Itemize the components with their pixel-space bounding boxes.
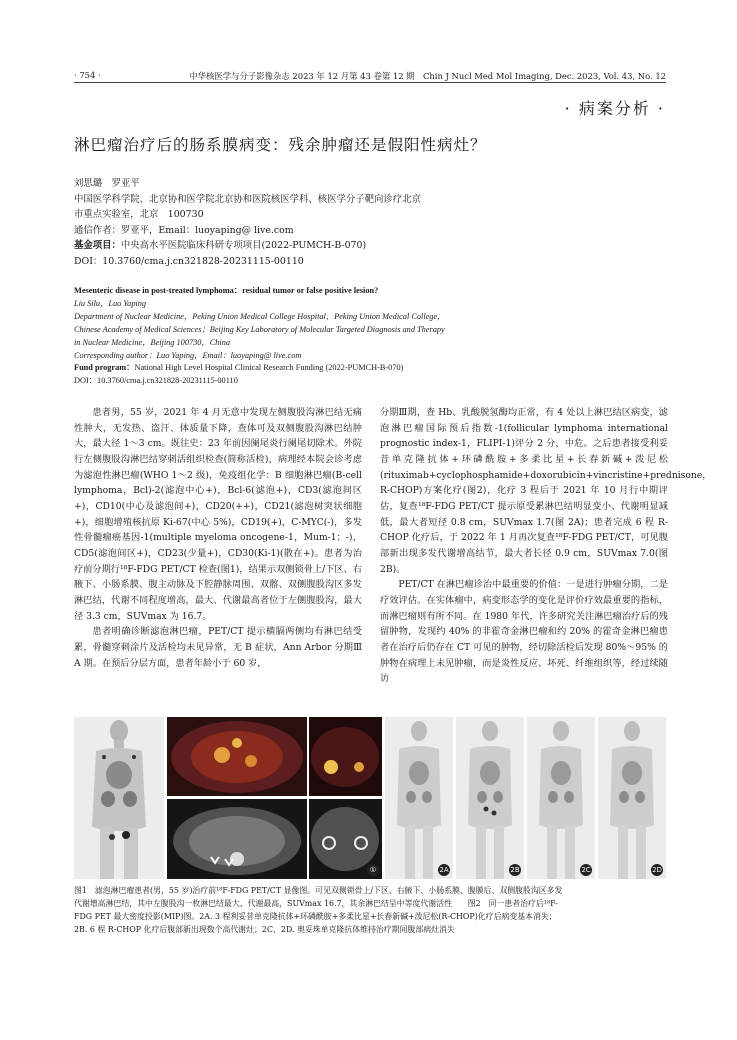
paragraph-treatment: 分期Ⅲ期，查 Hb、乳酸脱氢酶均正常，有 4 处以上淋巴结区病变，滤泡淋巴瘤国际预后指数-1(follicular lymphoma international prognostic index-1，FLIPI-1)评分 2 分，中危。之后患者接受利妥昔单克隆抗体+环磷酰胺+多柔比星+长春新碱+泼尼松(rituximab+cyclophosphamide+doxorubicin+vincristine+prednisone，R-CHOP)方案化疗(图2)，化疗 3 程后于 2021 年 10 月行中期评估，复查¹⁸F-FDG PET/CT 提示原受累淋巴结明显变小、代谢明显减低，最大者短径 0.8 cm，SUVmax 1.7(图 2A)；患者完成 6 程 R-CHOP 化疗后，于 2022 年 1 月再次复查¹⁸F-FDG PET/CT，可见腹部新出现多发代谢增高结节，最大者长径 0.9 cm，SUVmax 7.0(图 2B)。 <box>380 407 712 575</box>
fund-text: 中央高水平医院临床科研专项项目(2022-PUMCH-B-070) <box>120 240 367 252</box>
english-corresponding: Corresponding author：Luo Yaping，Email：luoyaping@ live.com <box>74 350 302 360</box>
english-fund-line <box>74 362 674 375</box>
fig1-mip-image <box>74 717 164 879</box>
authors: 刘思璐 罗亚平 <box>74 178 140 189</box>
english-fund-label: Fund program： <box>74 363 135 373</box>
fig1-pet-ct-fusion-image <box>167 717 307 796</box>
english-affiliation-1: Department of Nuclear Medicine，Peking Union Medical College Hospital，Peking Union Medical College， <box>74 311 446 321</box>
fig2b-label: 2B <box>510 866 520 874</box>
fig1-label: ① <box>367 864 379 876</box>
fig1-pet-ct-pelvis-image <box>309 717 382 796</box>
affiliation-line-1: 中国医学科学院、北京协和医学院北京协和医院核医学科、核医学分子靶向诊疗北京 <box>74 193 421 205</box>
fund-label: 基金项目： <box>74 240 121 252</box>
page-number: · 754 · <box>74 70 101 80</box>
fig2c-mip-image <box>527 717 595 879</box>
corresponding-author: 通信作者：罗亚平，Email：luoyaping@ live.com <box>74 224 294 236</box>
english-doi: DOI：10.3760/cma.j.cn321828-20231115-00110 <box>74 376 238 386</box>
english-affiliation-2: Chinese Academy of Medical Sciences；Beijing Key Laboratory of Molecular Targeted Diagnosis and Therapy <box>74 324 445 334</box>
fund-line <box>74 238 674 254</box>
english-metadata <box>74 285 674 388</box>
figure-caption <box>74 884 666 936</box>
fig2d-label: 2D <box>652 866 662 874</box>
article-title: 淋巴瘤治疗后的肠系膜病变：残余肿瘤还是假阳性病灶？ <box>74 136 487 154</box>
english-affiliation-3: in Nuclear Medicine，Beijing 100730，China <box>74 337 231 347</box>
fig1-ct-pelvis-image <box>309 799 382 879</box>
body-column-left <box>74 405 362 671</box>
fig2d-mip-image <box>598 717 666 879</box>
caption-line-2: 代谢增高淋巴结，其中左腹股沟一枚淋巴结最大、代谢最高，SUVmax 16.7，其余淋巴结呈中等度代谢活性 图2 同一患者治疗后¹⁸F- <box>74 899 558 908</box>
caption-line-4: 2B. 6 程 R-CHOP 化疗后腹部新出现数个高代谢灶；2C、2D. 奥妥珠单克隆抗体维持治疗期间腹部病灶消失 <box>74 925 455 934</box>
fig2a-mip-image <box>385 717 453 879</box>
caption-line-1: 图1 滤泡淋巴瘤患者(男，55 岁)治疗前¹⁸F-FDG PET/CT 显像图。可见双侧锁骨上/下区、右腋下、小肠系膜、腹膜后、双侧腹股沟区多发 <box>74 886 563 895</box>
figure-panels <box>74 717 666 881</box>
paragraph-case-history: 患者男，55 岁，2021 年 4 月无意中发现左侧腹股沟淋巴结无痛性肿大，无发热、盗汗、体质量下降，查体可及双侧腹股沟淋巴结肿大，最大径 1～3 cm。既往史：23 年前因阑尾炎行阑尾切除术。外院行左侧腹股沟淋巴结穿刺活组织检查(简称活检)，病理经本院会诊考虑为滤泡性淋巴瘤(WHO 1～2 级)，免疫组化学：B 细胞淋巴瘤(B-cell lymphoma，Bcl)-2(滤泡中心+)，Bcl-6(滤泡+)，CD3(滤泡间区+)，CD10(中心及滤泡间+)，CD20(++)，CD21(滤泡树突状细胞+)，细胞增殖核抗原 Ki-67(中心 5%)，CD19(+)，C-MYC(-)，多发性骨髓瘤癌基因-1(multiple myeloma oncogene-1，Mum-1；-)，CD5(滤泡间区+)，CD23(少量+)，CD30(Ki-1)(散在+)。患者为治疗前分期行¹⁸F-FDG PET/CT 检查(图1)，结果示双侧锁骨上/下区、右腋下、小肠系膜、腹主动脉及下腔静脉周围、双髂、双侧腹股沟区多发淋巴结，代谢不同程度增高，最大、代谢最高者位于左侧腹股沟，最大径 3.3 cm，SUVmax 为 16.7。 <box>74 407 362 622</box>
fig2b-mip-image <box>456 717 524 879</box>
fig1-ct-abdomen-image <box>167 799 307 879</box>
running-header <box>74 68 666 83</box>
paragraph-diagnosis: 患者明确诊断滤泡淋巴瘤，PET/CT 提示横膈两侧均有淋巴结受累，骨髓穿刺涂片及活检均未见异常，无 B 症状，Ann Arbor 分期Ⅲ A 期。在预后分层方面，患者年龄小于 60 岁， <box>74 626 362 669</box>
doi: DOI：10.3760/cma.j.cn321828-20231115-00110 <box>74 255 304 267</box>
fig2c-label: 2C <box>581 866 591 874</box>
body-column-right <box>380 405 712 687</box>
paragraph-discussion: PET/CT 在淋巴瘤诊治中最重要的价值：一是进行肿瘤分期，二是疗效评估。在实体瘤中，病变形态学的变化是评价疗效最重要的指标，而淋巴瘤则有所不同。在 1980 年代，许多研究关注淋巴瘤治疗后的残留肿物，发现约 40% 的非霍奇金淋巴瘤和约 20% 的霍奇金淋巴瘤患者在治疗后仍存在 CT 可见的肿物，经切除活检后发现 80%～95% 的肿物在病理上未见肿瘤，而是炎性反应、坏死、纤维组织等，经过续随访 <box>380 579 668 685</box>
english-title: Mesenteric disease in post-treated lymphoma：residual tumor or false positive lesion? <box>74 286 379 295</box>
english-authors: Liu Silu，Luo Yaping <box>74 298 147 308</box>
affiliation-line-2: 市重点实验室，北京 100730 <box>74 209 204 221</box>
column-heading: · 病案分析 · <box>564 99 665 118</box>
caption-line-3: FDG PET 最大密度投影(MIP)图。2A. 3 程利妥昔单克隆抗体+环磷酰胺+多柔比星+长春新碱+泼尼松(R-CHOP)化疗后病变基本消失； <box>74 912 557 921</box>
english-fund-text: National High Level Hospital Clinical Research Funding (2022-PUMCH-B-070) <box>134 363 404 373</box>
fig2a-label: 2A <box>439 866 449 874</box>
chinese-metadata <box>74 176 674 270</box>
journal-citation: 中华核医学与分子影像杂志 2023 年 12 月第 43 卷第 12 期 Chin J Nucl Med Mol Imaging, Dec. 2023, Vol. 43, No. 12 <box>189 71 666 81</box>
